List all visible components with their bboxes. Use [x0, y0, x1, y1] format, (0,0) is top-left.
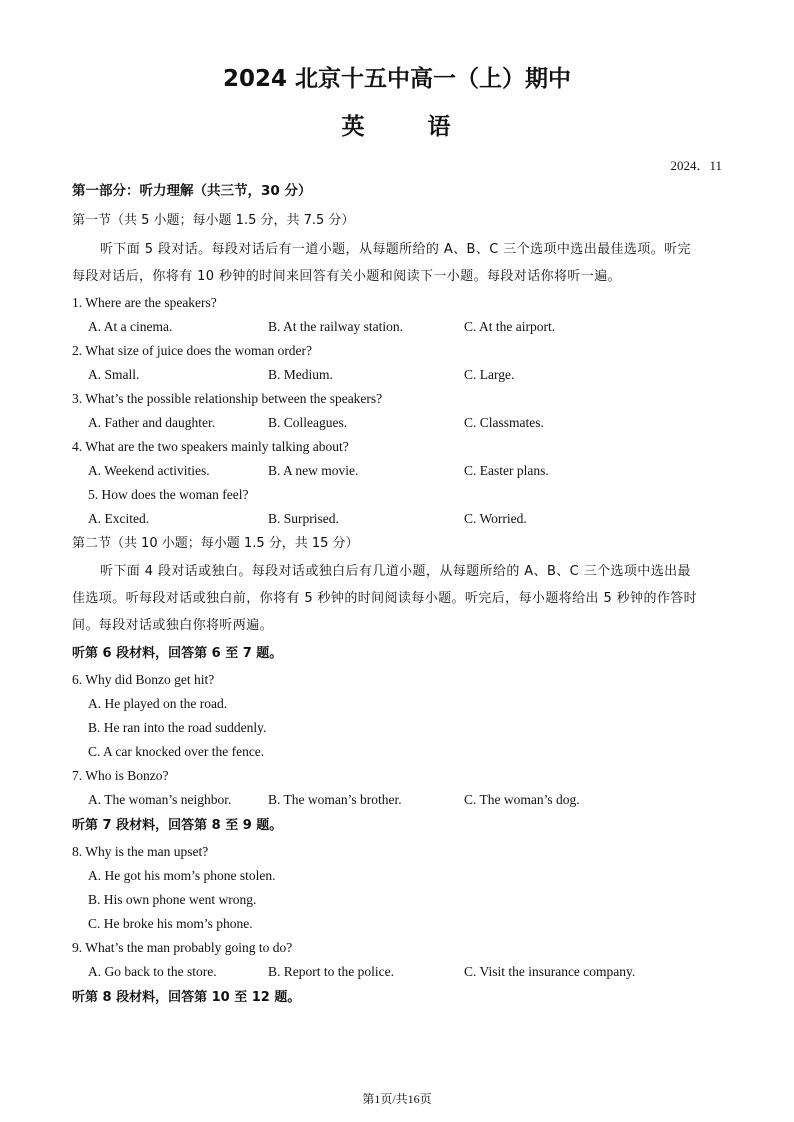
material-7-heading: 听第 7 段材料，回答第 8 至 9 题。 — [72, 818, 283, 833]
question-6-option-b: B. He ran into the road suddenly. — [88, 720, 267, 735]
question-7-option-a: A. The woman’s neighbor. — [88, 792, 232, 807]
question-9-stem: 9. What’s the man probably going to do? — [72, 940, 293, 955]
question-9-option-c: C. Visit the insurance company. — [464, 964, 636, 979]
question-9-option-b: B. Report to the police. — [268, 964, 394, 979]
question-1-option-c: C. At the airport. — [464, 319, 556, 334]
question-5-option-c: C. Worried. — [464, 511, 527, 526]
question-4-option-c: C. Easter plans. — [464, 463, 549, 478]
question-3-stem: 3. What’s the possible relationship between the speakers? — [72, 391, 383, 406]
question-3-option-b: B. Colleagues. — [268, 415, 348, 430]
question-4-stem: 4. What are the two speakers mainly talking about? — [72, 439, 349, 454]
subject-char-2: 语 — [427, 114, 453, 140]
question-4-option-b: B. A new movie. — [268, 463, 359, 478]
part1-heading: 第一部分：听力理解（共三节，30 分） — [72, 183, 312, 199]
question-7-stem: 7. Who is Bonzo? — [72, 768, 169, 783]
question-5-stem: 5. How does the woman feel? — [88, 487, 249, 502]
question-3-option-a: A. Father and daughter. — [88, 415, 216, 430]
section1-instruction-line1: 听下面 5 段对话。每段对话后有一道小题，从每题所给的 A、B、C 三个选项中选出最佳选项。听完 — [100, 242, 691, 257]
question-6-stem: 6. Why did Bonzo get hit? — [72, 672, 215, 687]
question-8-stem: 8. Why is the man upset? — [72, 844, 209, 859]
material-6-heading: 听第 6 段材料，回答第 6 至 7 题。 — [72, 646, 283, 661]
question-7-option-b: B. The woman’s brother. — [268, 792, 402, 807]
section1-heading: 第一节（共 5 小题；每小题 1.5 分，共 7.5 分） — [72, 213, 355, 228]
question-1-option-a: A. At a cinema. — [88, 319, 173, 334]
question-8-option-b: B. His own phone went wrong. — [88, 892, 257, 907]
subject-char-1: 英 — [341, 114, 367, 140]
question-6-option-c: C. A car knocked over the fence. — [88, 744, 265, 759]
question-9-option-a: A. Go back to the store. — [88, 964, 217, 979]
page-number: 第1页/共16页 — [362, 1092, 432, 1106]
question-4-option-a: A. Weekend activities. — [88, 463, 210, 478]
question-1-stem: 1. Where are the speakers? — [72, 295, 217, 310]
question-2-option-c: C. Large. — [464, 367, 515, 382]
question-5-option-b: B. Surprised. — [268, 511, 339, 526]
question-7-option-c: C. The woman’s dog. — [464, 792, 580, 807]
question-6-option-a: A. He played on the road. — [88, 696, 228, 711]
section2-instruction-line3: 间。每段对话或独白你将听两遍。 — [72, 618, 274, 633]
question-8-option-a: A. He got his mom’s phone stolen. — [88, 868, 276, 883]
exam-date: 2024．11 — [670, 158, 722, 173]
question-2-stem: 2. What size of juice does the woman order? — [72, 343, 313, 358]
section1-instruction-line2: 每段对话后，你将有 10 秒钟的时间来回答有关小题和阅读下一小题。每段对话你将听一遍。 — [72, 269, 622, 284]
question-1-option-b: B. At the railway station. — [268, 319, 403, 334]
question-2-option-a: A. Small. — [88, 367, 140, 382]
material-8-heading: 听第 8 段材料，回答第 10 至 12 题。 — [72, 990, 301, 1005]
question-2-option-b: B. Medium. — [268, 367, 333, 382]
question-8-option-c: C. He broke his mom’s phone. — [88, 916, 253, 931]
question-5-option-a: A. Excited. — [88, 511, 150, 526]
question-3-option-c: C. Classmates. — [464, 415, 544, 430]
section2-instruction-line1: 听下面 4 段对话或独白。每段对话或独白后有几道小题，从每题所给的 A、B、C 三个选项中选出最 — [100, 564, 691, 579]
section2-heading: 第二节（共 10 小题；每小题 1.5 分，共 15 分） — [72, 536, 359, 551]
exam-title: 2024 北京十五中高一（上）期中 — [222, 66, 572, 92]
subject-title — [0, 108, 794, 141]
section2-instruction-line2: 佳选项。听每段对话或独白前，你将有 5 秒钟的时间阅读每小题。听完后，每小题将给出 5 秒钟的作答时 — [72, 591, 698, 606]
